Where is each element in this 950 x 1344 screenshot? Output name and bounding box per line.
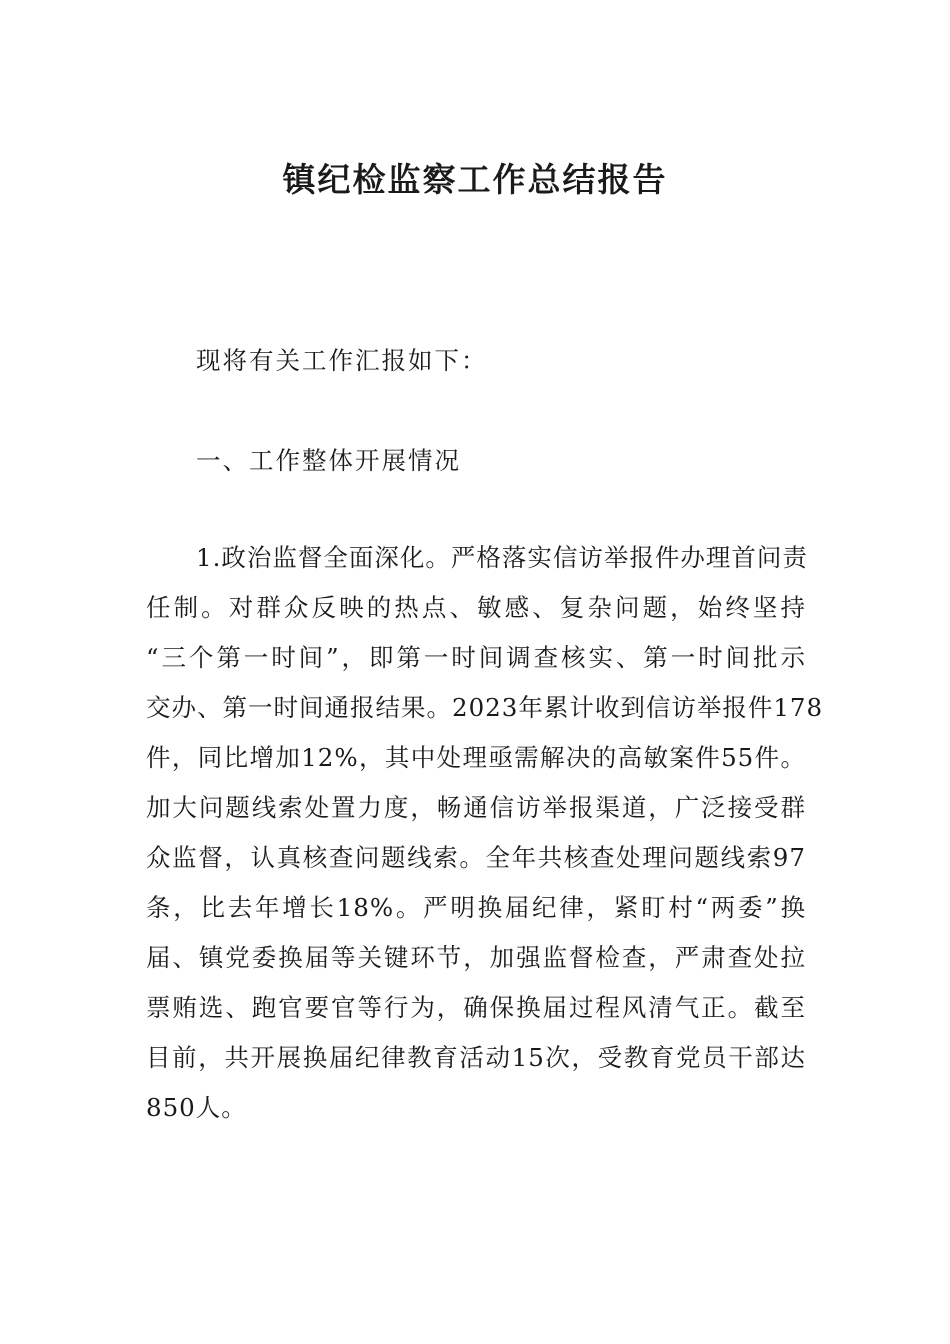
paragraph-line: 众监督，认真核查问题线索。全年共核查处理问题线索97 [146, 843, 806, 872]
intro-text: 现将有关工作汇报如下： [196, 346, 488, 375]
paragraph-line: 届、镇党委换届等关键环节，加强监督检查，严肃查处拉 [146, 943, 806, 972]
section-heading: 一、工作整体开展情况 [196, 446, 461, 475]
document-title: 镇纪检监察工作总结报告 [282, 160, 668, 199]
paragraph-line: 850人。 [146, 1093, 247, 1122]
paragraph-line: 1.政治监督全面深化。严格落实信访举报件办理首问责 [196, 543, 808, 572]
paragraph-line: 条，比去年增长18%。严明换届纪律，紧盯村“两委”换 [146, 893, 806, 922]
paragraph-line: 票贿选、跑官要官等行为，确保换届过程风清气正。截至 [146, 993, 806, 1022]
paragraph-line: 交办、第一时间通报结果。2023年累计收到信访举报件178 [146, 693, 824, 722]
paragraph [146, 533, 824, 1133]
paragraph-line: 任制。对群众反映的热点、敏感、复杂问题，始终坚持 [146, 593, 806, 622]
paragraph-line: “三个第一时间”，即第一时间调查核实、第一时间批示 [146, 643, 806, 672]
paragraph-line: 加大问题线索处置力度，畅通信访举报渠道，广泛接受群 [146, 793, 806, 822]
paragraph-line: 件，同比增加12%，其中处理亟需解决的高敏案件55件。 [146, 743, 806, 772]
paragraph-line: 目前，共开展换届纪律教育活动15次，受教育党员干部达 [146, 1043, 806, 1072]
